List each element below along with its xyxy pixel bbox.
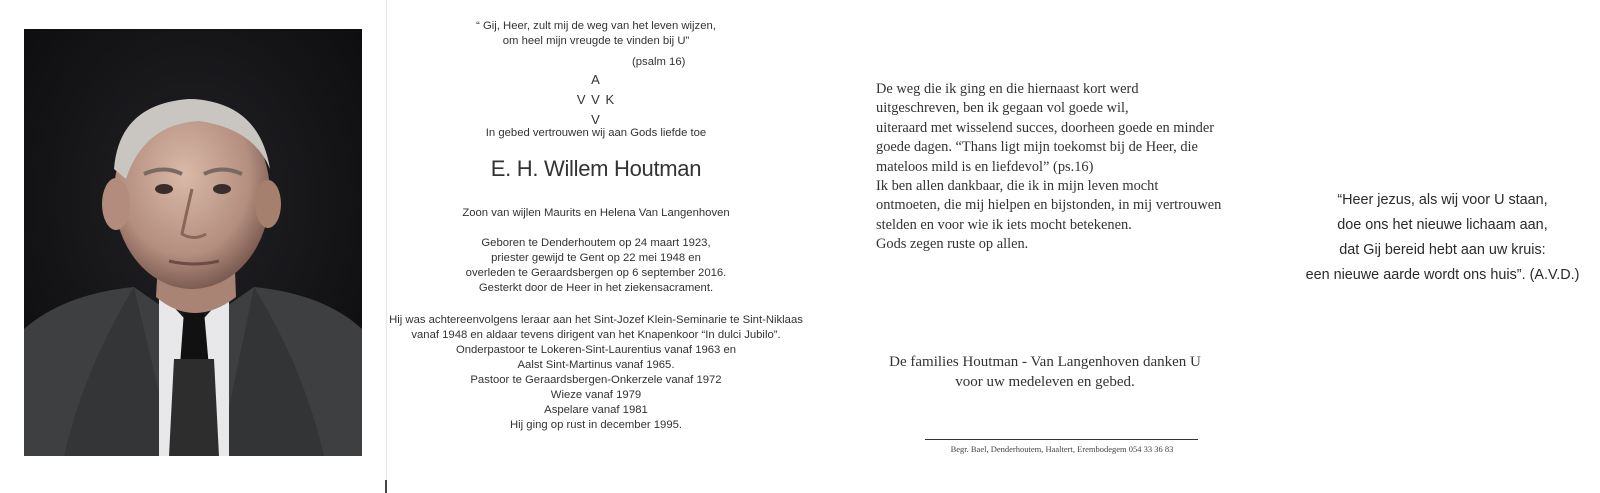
letter-line: uiteraard met wisselend succes, doorheen goede en minder [876,119,1215,136]
closing-prayer [1285,188,1600,288]
career-details [387,313,805,433]
letter-line: Gods zegen ruste op allen. [876,236,1029,253]
prayer-line: In gebed vertrouwen wij aan Gods liefde toe [485,127,707,139]
career-line: Hij ging op rust in december 1995. [509,419,683,431]
career-line: Aalst Sint-Martinus vanaf 1965. [517,359,675,371]
parents-line: Zoon van wijlen Maurits en Helena Van Langenhoven [462,207,730,219]
avk-monogram [387,70,805,130]
prayer-verse-line: “Heer jezus, als wij voor U staan, [1337,192,1548,208]
divider [925,439,1198,440]
career-line: Aspelare vanaf 1981 [544,404,648,416]
portrait-photo [24,29,362,456]
letter-line: Ik ben allen dankbaar, die ik in mijn leven mocht [876,178,1159,195]
prayer-verse-line: dat Gij bereid hebt aan uw kruis: [1339,242,1546,258]
letter-line: mateloos mild is en liefdevol” (ps.16) [876,158,1094,175]
farewell-letter [876,80,1276,255]
career-line: vanaf 1948 en aldaar tevens dirigent van het Knapenkoor “In dulci Jubilo”. [411,329,781,341]
birth-death-details [387,236,805,296]
letter-panel [805,0,1285,493]
career-line: Onderpastoor te Lokeren-Sint-Laurentius vanaf 1963 en [455,344,737,356]
letter-line: uitgeschreven, ben ik gegaan vol goede wil, [876,100,1129,117]
prayer-verse-line: doe ons het nieuwe lichaam aan, [1337,217,1548,233]
thanks-line: voor uw medeleven en gebed. [955,374,1135,390]
detail-line: overleden te Geraardsbergen op 6 september 2016. [465,267,727,279]
psalm-quote [387,19,805,49]
biography-panel [387,0,805,493]
career-line: Hij was achtereenvolgens leraar aan het Sint-Jozef Klein-Seminarie te Sint-Niklaas [389,314,803,326]
letter-line: De weg die ik ging en die hiernaast kort werd [876,81,1139,97]
detail-line: priester gewijd te Gent op 22 mei 1948 en [491,252,701,264]
prayer-verse-line: een nieuwe aarde wordt ons huis”. (A.V.D.) [1305,267,1580,283]
portrait-photo-icon [24,29,362,456]
photo-panel [0,0,387,493]
letter-line: goede dagen. “Thans ligt mijn toekomst bij de Heer, die [876,139,1198,156]
psalm-line: om heel mijn vreugde te vinden bij U” [502,35,690,47]
letter-line: ontmoeten, die mij hielpen en bijstonden, in mij vertrouwen [876,197,1222,214]
quote-panel [1285,0,1600,493]
career-line: Pastoor te Geraardsbergen-Onkerzele vanaf 1972 [470,374,722,386]
avk-line: A [591,72,601,87]
detail-line: Geboren te Denderhoutem op 24 maart 1923, [481,237,711,249]
psalm-reference: (psalm 16) [632,56,686,68]
thanks-line: De families Houtman - Van Langenhoven danken U [889,354,1201,370]
funeral-home-line: Begr. Bael, Denderhoutem, Haaltert, Erembodegem 054 33 36 83 [950,444,1174,454]
letter-line: stelden en voor wie ik iets mocht betekenen. [876,216,1132,233]
avk-line: V V K [576,92,616,107]
avk-line: V [591,112,601,127]
family-thanks [805,352,1285,392]
detail-line: Gesterkt door de Heer in het ziekensacrament. [478,282,714,294]
career-line: Wieze vanaf 1979 [550,389,642,401]
psalm-line: “ Gij, Heer, zult mij de weg van het leven wijzen, [476,20,716,32]
deceased-name: E. H. Willem Houtman [490,156,702,181]
